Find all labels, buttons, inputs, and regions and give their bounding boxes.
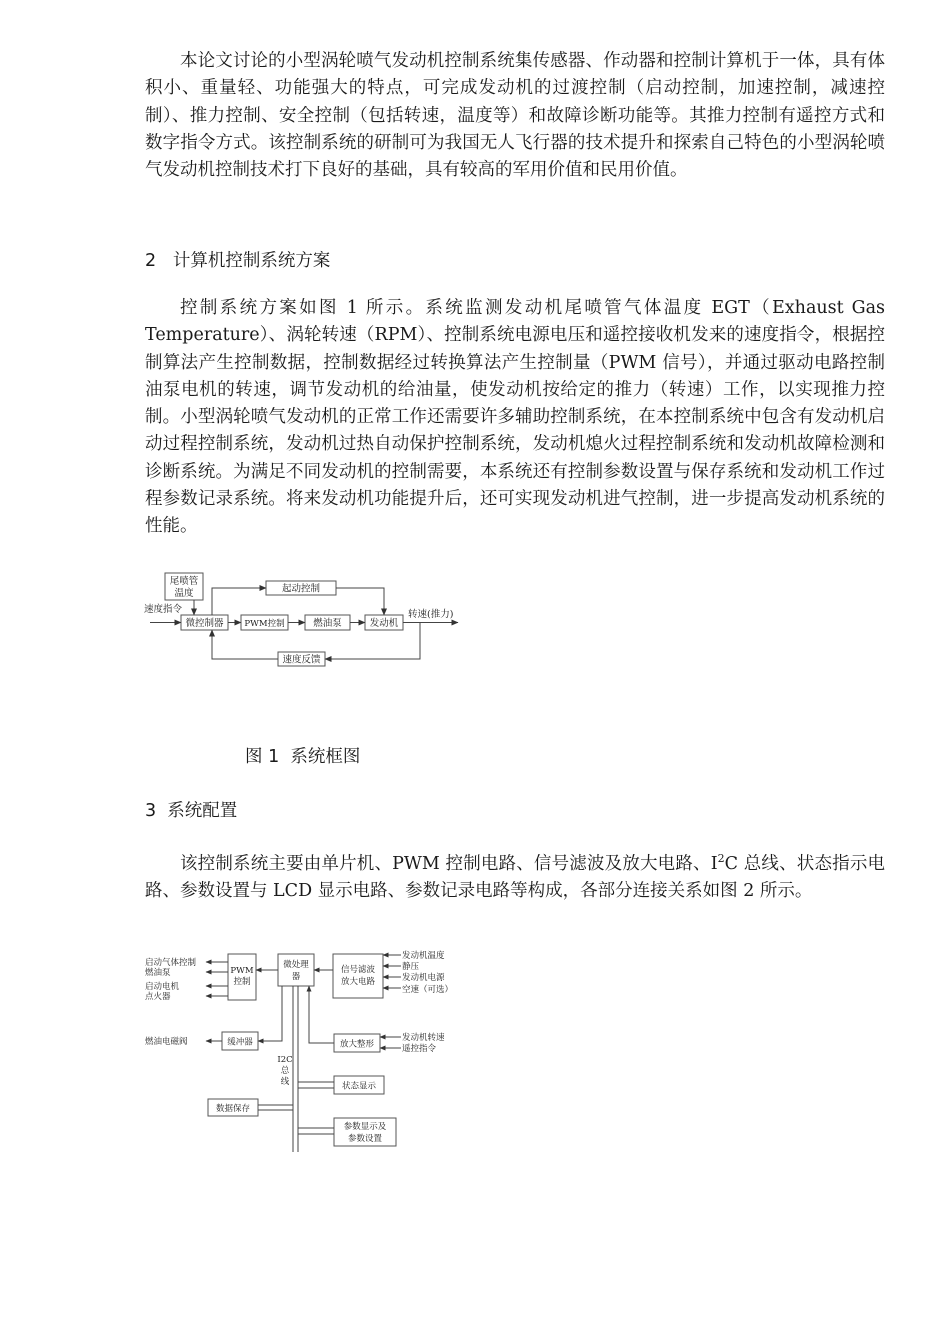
out-start-gas-label: 启动气体控制 xyxy=(145,958,197,968)
output-label: 转速(推力) xyxy=(408,609,454,620)
out-solenoid-label: 燃油电磁阀 xyxy=(145,1037,188,1047)
out-igniter-label: 点火器 xyxy=(145,992,171,1002)
in-engine-temp-label: 发动机温度 xyxy=(402,951,445,961)
out-fuel-pump-label: 燃油泵 xyxy=(145,968,171,978)
status-display-label: 状态显示 xyxy=(341,1081,377,1092)
configuration-text-1: 该控制系统主要由单片机、PWM 控制电路、信号滤波及放大电路、I xyxy=(180,853,718,874)
data-save-label: 数据保存 xyxy=(215,1104,251,1114)
signal-filter-box xyxy=(333,954,383,998)
bus-label-1: I2C xyxy=(277,1055,293,1065)
param-display-label-1: 参数显示及 xyxy=(343,1122,387,1132)
pwm-control-label-1: PWM xyxy=(230,966,254,976)
signal-filter-label-1: 信号滤波 xyxy=(340,965,376,975)
section-2-heading xyxy=(145,247,330,272)
in-static-pressure-label: 静压 xyxy=(402,962,420,972)
signal-filter-label-2: 放大电路 xyxy=(340,977,376,987)
start-control-label: 起动控制 xyxy=(281,583,321,595)
intro-paragraph: 本论文讨论的小型涡轮喷气发动机控制系统集传感器、作动器和控制计算机于一体，具有体积小、重量轻、功能强大的特点，可完成发动机的过渡控制（启动控制，加速控制，减速控制）、推力控制、安全控制（包括转速，温度等）和故障诊断功能等。其推力控制有遥控方式和数字指令方式。该控制系统的研制可为我国无人飞行器的技术提升和探索自己特色的小型涡轮喷气发动机控制技术打下良好的基础，具有较高的军用价值和民用价值。 xyxy=(145,51,885,181)
in-airspeed-label: 空速（可选） xyxy=(402,985,454,995)
section-3-heading xyxy=(145,797,237,822)
out-start-motor-label: 启动电机 xyxy=(145,982,180,992)
control-scheme-paragraph: 控制系统方案如图 1 所示。系统监测发动机尾喷管气体温度 EGT（Exhaust Gas Temperature）、涡轮转速（RPM）、控制系统电源电压和遥控接收机发来的速度指令，根据控制算法产生控制数据，控制数据经过转换算法产生控制量（PWM 信号），并通过驱动电路控制油泵电机的转速，调节发动机的给油量，使发动机按给定的推力（转速）工作，以实现推力控制。小型涡轮喷气发动机的正常工作还需要许多辅助控制系统，在本控制系统中包含有发动机启动过程控制系统，发动机过热自动保护控制系统，发动机熄火过程控制系统和发动机故障检测和诊断系统。为满足不同发动机的控制需要，本系统还有控制参数设置与保存系统和发动机工作过程参数记录系统。将来发动机功能提升后，还可实现发动机进气控制，进一步提高发动机系统的性能。 xyxy=(145,298,885,537)
configuration-paragraph xyxy=(145,845,885,905)
egt-label-1: 尾喷管 xyxy=(169,576,199,587)
i2c-superscript: 2 xyxy=(717,852,725,865)
buffer-label: 缓冲器 xyxy=(227,1037,253,1048)
in-remote-command-label: 遥控指令 xyxy=(402,1044,437,1054)
engine-label: 发动机 xyxy=(369,618,399,629)
figure-1-caption-text: 系统框图 xyxy=(290,747,361,767)
processor-label-2: 器 xyxy=(291,972,301,982)
in-engine-speed-label: 发动机转速 xyxy=(402,1033,445,1043)
configuration-text-2: C 总线、状态指示电路、参数设置与 LCD 显示电路、参数记录电路等构成，各部分连接关系如图 2 所示。 xyxy=(145,853,885,902)
pwm-label: PWM控制 xyxy=(244,619,285,629)
speed-feedback-label: 速度反馈 xyxy=(282,654,321,666)
section-3-title: 系统配置 xyxy=(167,801,238,821)
section-2-title: 计算机控制系统方案 xyxy=(172,251,331,271)
pwm-control-label-2: 控制 xyxy=(233,977,251,987)
figure-2-diagram xyxy=(140,942,470,1157)
figure-1-caption xyxy=(245,743,360,768)
fuel-pump-label: 燃油泵 xyxy=(313,618,342,629)
in-power-label: 发动机电源 xyxy=(402,973,445,983)
bus-label-3: 线 xyxy=(280,1077,290,1087)
bus-label-2: 总 xyxy=(280,1066,290,1076)
section-3-number: 3 xyxy=(145,801,157,821)
processor-label-1: 微处理 xyxy=(283,960,309,970)
section-2-number: 2 xyxy=(145,251,157,271)
figure-1-caption-number: 图 1 xyxy=(245,747,280,767)
egt-label-2: 温度 xyxy=(174,588,194,599)
figure-1-diagram xyxy=(140,568,470,680)
param-display-label-2: 参数设置 xyxy=(347,1134,383,1144)
mcu-label: 微控制器 xyxy=(185,618,224,629)
speed-command-label: 速度指令 xyxy=(144,604,183,615)
amplify-shape-label: 放大整形 xyxy=(339,1039,375,1050)
